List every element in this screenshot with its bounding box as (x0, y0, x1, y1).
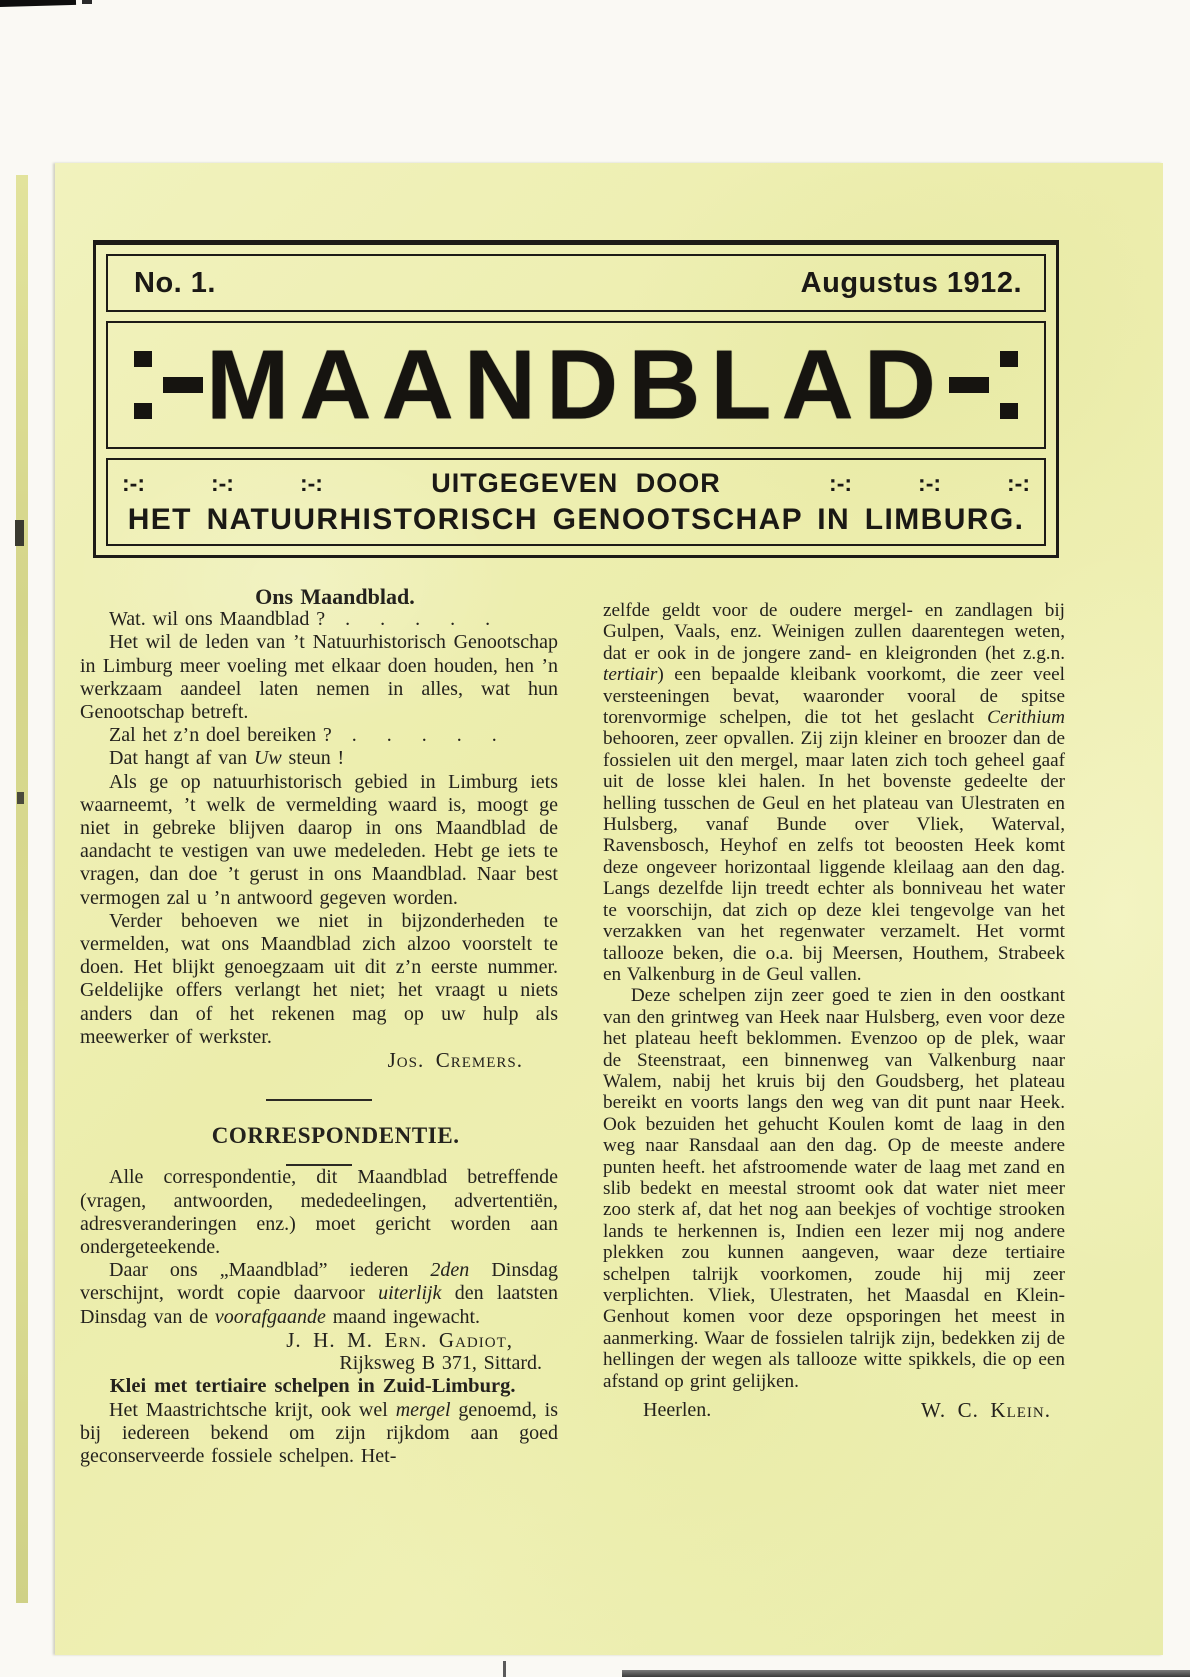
publisher-label: UITGEGEVEN DOOR (431, 467, 721, 498)
paragraph: Verder behoeven we niet in bijzonderheden te vermelden, wat ons Maandblad zich alzoo voorstelt te doen. Het blijkt genoegzaam uit dit z’n eerste nummer. Geldelijke offers verlangt het niet; het vraagt u niets anders dan of het rekenen mag op uw hulp als meewerker of werkster. (80, 909, 558, 1048)
publisher-line-1 (122, 468, 1030, 499)
paragraph: Het Maastrichtsche krijt, ook wel mergel genoemd, is bij iedereen bekend om zijn rijkdom aan goed geconserveerde fossiele schelpen. Het- (80, 1398, 558, 1467)
paragraph: zelfde geldt voor de oudere mergel- en zandlagen bij Gulpen, Vaals, enz. Weinigen zullen daarentegen weten, dat er ook in de jongere zand- en kleigronden (het z.g.n. tertiair) een bepaalde kleibank voorkomt, die zeer veel versteeningen bevat, waaronder vooral de spitse torenvormige schelpen, die tot het geslacht Cerithium behooren, zeer opvallen. Zij zijn kleiner en broozer dan de fossielen uit den mergel, maar laten zich toch geheel gaaf uit de losse klei halen. In het bovenste gedeelte der helling tusschen de Geul en het plateau van Ulestraten en Hulsberg, vanaf Bunde over Vliek, Waterval, Ravensbosch, Heyhof en zelfs tot beoosten Heek komt deze ongeveer horizontaal liggende kleilaag aan den dag. Langs dezelfde lijn treedt echter als bonniveau het water te voorschijn, dat zich op deze klei tengevolge van het verzakken van het regenwater verzamelt. Het vormt tallooze beken, die o.a. bij Meersen, Houthem, Strabeek en Valkenburg in de Geul vallen. (603, 600, 1065, 985)
column-left (80, 585, 558, 1468)
signature-gadiot: J. H. M. Ern. Gadiot, (286, 1327, 513, 1352)
section-divider (266, 1099, 372, 1101)
scan-artifact-bottom-bar (622, 1670, 1190, 1677)
byline-place: Heerlen. (643, 1399, 712, 1422)
signature-address: Rijksweg B 371, Sittard. (339, 1352, 542, 1375)
issue-number: No. 1. (134, 266, 216, 299)
paragraph: Dat hangt af van Uw steun ! (109, 747, 345, 770)
scan-artifact-bottom-tick (503, 1661, 506, 1677)
paragraph: Alle correspondentie, dit Maandblad betreffende (vragen, antwoorden, mededeelingen, advertentiën, adresveranderingen enz.) moet gericht worden aan ondergeteekende. (80, 1166, 558, 1259)
colon-mark-icon (134, 351, 152, 419)
paragraph: Zal het z’n doel bereiken ? . . . . . (109, 724, 497, 747)
publisher-marks-right (829, 470, 1030, 497)
scan-artifact-speck (17, 792, 24, 804)
colon-dash-colon-mark: :-: (918, 469, 942, 496)
colon-dash-colon-mark: :-: (299, 469, 323, 496)
colon-mark-icon (1000, 351, 1018, 419)
scan-artifact-corner-mark-small (82, 0, 92, 4)
journal-title: MAANDBLAD (206, 329, 946, 440)
colon-dash-colon-mark: :-: (1007, 469, 1030, 496)
dash-mark-icon (949, 377, 989, 393)
issue-row (106, 254, 1046, 312)
colon-dash-colon-mark: :-: (122, 469, 145, 496)
article-heading-klei: Klei met tertiaire schelpen in Zuid-Limburg. (109, 1375, 516, 1398)
article-heading-correspondentie: CORRESPONDENTIE. (211, 1123, 460, 1149)
dash-mark-icon (163, 377, 203, 393)
paragraph: Als ge op natuurhistorisch gebied in Limburg iets waarneemt, ’t welk de vermelding waard is, moogt ge niet in gebreke blijven daarop in ons Maandblad de aandacht te vestigen van uwe medeleden. Hebt ge iets te vragen, dan doe ’t gerust in ons Maandblad. Naar best vermogen zal u ’n antwoord gegeven worden. (80, 770, 558, 909)
publisher-box (106, 458, 1046, 546)
signature-cremers: Jos. Cremers. (387, 1048, 523, 1073)
colon-dash-ornament-right-icon (949, 351, 1018, 419)
issue-date: Augustus 1912. (800, 266, 1022, 299)
colon-dash-colon-mark: :-: (210, 469, 234, 496)
colon-dash-ornament-left-icon (134, 351, 203, 419)
publisher-name: HET NATUURHISTORISCH GENOOTSCHAP IN LIMBURG. (127, 502, 1025, 536)
publisher-marks-left (122, 470, 323, 497)
paragraph: Wat. wil ons Maandblad ? . . . . . (109, 608, 491, 631)
column-right (603, 600, 1065, 1421)
journal-page (55, 163, 1163, 1655)
scan-artifact-corner-mark (0, 0, 76, 7)
byline-row (603, 1400, 1065, 1421)
article-heading-ons-maandblad: Ons Maandblad. (255, 584, 415, 609)
paragraph: Het wil de leden van ’t Natuurhistorisch Genootschap in Limburg meer voeling met elkaar doen houden, hen ’n werkzaam aandeel laten nemen in alles, wat hun Genootschap betreft. (80, 631, 558, 724)
title-box (106, 321, 1046, 449)
paragraph: Deze schelpen zijn zeer goed te zien in den oostkant van den grintweg van Heek naar Hulsberg, even voor deze het plateau heeft beklommen. Evenzoo op de plek, waar de Steenstraat, een binnenweg van Valkenburg naar Walem, nabij het kruis bij den Goudsberg, het plateau bereikt en voorts langs den weg van dit punt naar Heek. Ook bezuiden het gehucht Koulen komt de laag in den weg naar Ransdaal aan den dag. Op de meeste andere punten heeft. het afstroomende water de laag met zand en slib bedekt en meestal stroomt ook dat water niet meer zoo sterk af, dat het nog aan beekjes of vochtige strooken lands te herkennen is, Indien een lezer mij nog andere plekken zou kunnen aangeven, waar deze tertiaire schelpen talrijk voorkomen, zoude hij mij zeer verplichten. Vliek, Ulestraten, het Maasdal en Klein-Genhout komen voor deze opsporingen het meest in aanmerking. Waar de fossielen talrijk zijn, bedekken zij de hellingen der wegen als tallooze witte spikkels, die op een afstand op grint gelijken. (603, 985, 1065, 1392)
paragraph: Daar ons „Maandblad” iederen 2den Dinsdag verschijnt, wordt copie daarvoor uiterlijk den laatsten Dinsdag van de voorafgaande maand ingewacht. (80, 1259, 558, 1328)
byline-author: W. C. Klein. (921, 1398, 1051, 1423)
masthead-frame (93, 240, 1059, 558)
scan-artifact-speck (15, 520, 24, 546)
colon-dash-colon-mark: :-: (829, 469, 853, 496)
adjacent-page-edge-strip (16, 175, 28, 1603)
